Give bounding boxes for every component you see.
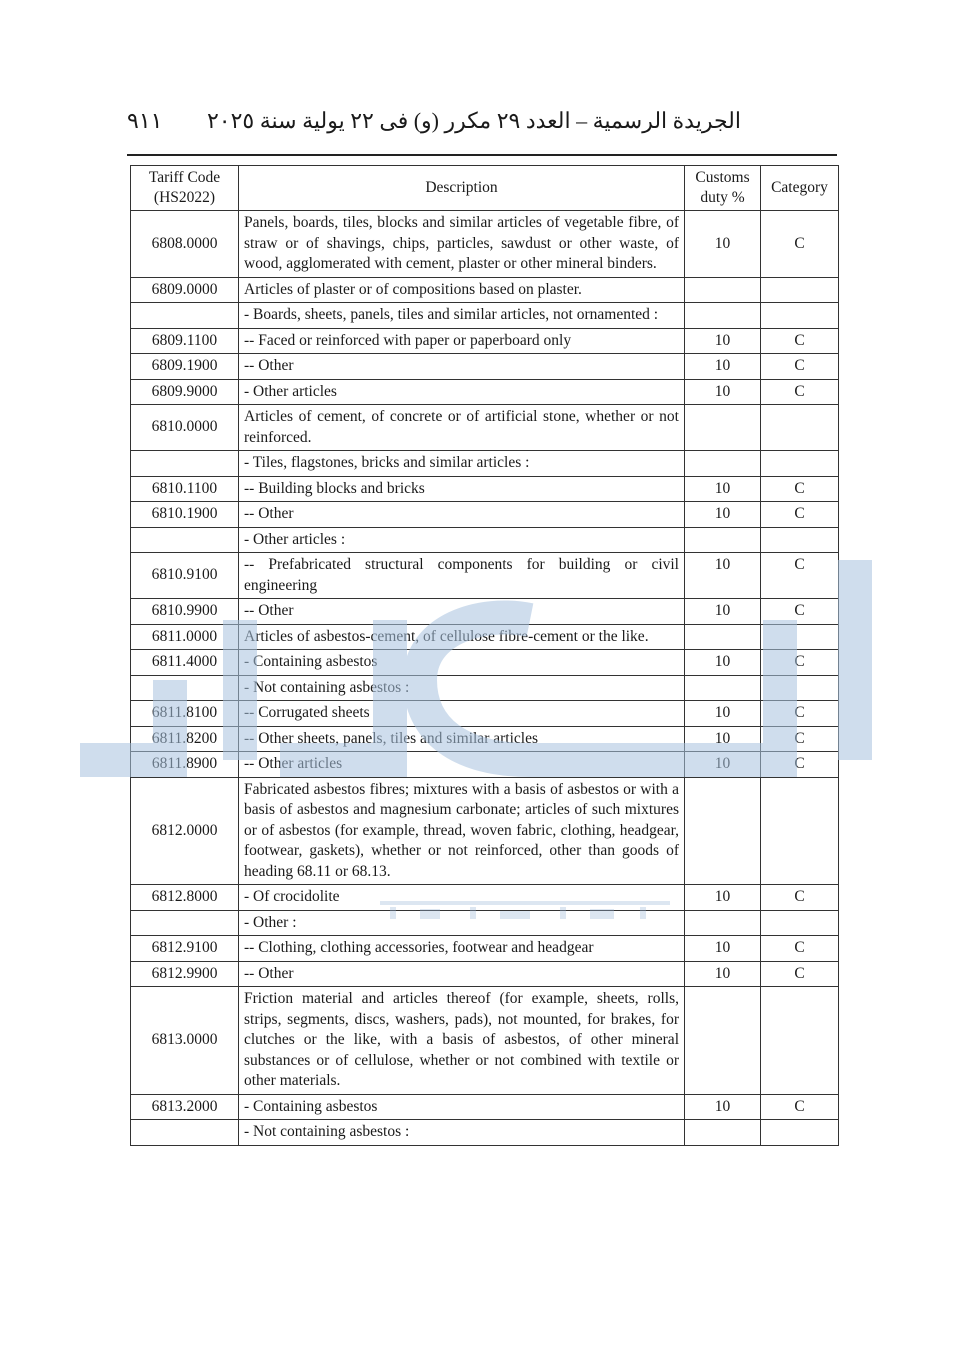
tariff-table-body	[131, 211, 839, 1146]
category-cell	[761, 675, 839, 701]
category-cell: C	[761, 650, 839, 676]
table-row	[131, 211, 839, 278]
category-cell: C	[761, 328, 839, 354]
table-row	[131, 624, 839, 650]
tariff-code-cell	[131, 527, 239, 553]
description-cell: -- Clothing, clothing accessories, footwear and headgear	[239, 936, 685, 962]
description-cell: -- Faced or reinforced with paper or paperboard only	[239, 328, 685, 354]
description-cell: - Other articles	[239, 379, 685, 405]
description-cell: -- Other articles	[239, 752, 685, 778]
table-header-row	[131, 166, 839, 211]
tariff-code-cell: 6812.9100	[131, 936, 239, 962]
category-cell: C	[761, 885, 839, 911]
tariff-code-cell: 6811.4000	[131, 650, 239, 676]
category-cell	[761, 451, 839, 477]
table-row	[131, 675, 839, 701]
customs-duty-cell: 10	[685, 599, 761, 625]
description-cell: Panels, boards, tiles, blocks and similar articles of vegetable fibre, of straw or of shavings, chips, particles, sawdust or other waste, of wood, agglomerated with cement, plaster or other mineral binders.	[239, 211, 685, 278]
description-cell: -- Building blocks and bricks	[239, 476, 685, 502]
description-cell: - Tiles, flagstones, bricks and similar articles :	[239, 451, 685, 477]
description-cell: Articles of cement, of concrete or of artificial stone, whether or not reinforced.	[239, 405, 685, 451]
customs-duty-cell	[685, 277, 761, 303]
tariff-code-cell: 6813.2000	[131, 1094, 239, 1120]
table-row	[131, 277, 839, 303]
tariff-code-cell: 6811.8900	[131, 752, 239, 778]
tariff-code-cell: 6809.1900	[131, 354, 239, 380]
tariff-code-cell	[131, 303, 239, 329]
tariff-code-cell: 6811.8100	[131, 701, 239, 727]
page-header	[127, 100, 837, 152]
category-cell: C	[761, 476, 839, 502]
customs-duty-cell	[685, 405, 761, 451]
customs-duty-cell	[685, 777, 761, 885]
customs-duty-cell: 10	[685, 1094, 761, 1120]
tariff-code-cell: 6812.8000	[131, 885, 239, 911]
table-row	[131, 502, 839, 528]
category-cell	[761, 405, 839, 451]
category-cell: C	[761, 354, 839, 380]
tariff-code-cell: 6810.0000	[131, 405, 239, 451]
tariff-code-cell	[131, 451, 239, 477]
category-cell: C	[761, 502, 839, 528]
gazette-title: الجريدة الرسمية – العدد ٢٩ مكرر (و) فى ٢٢ يولية سنة ٢٠٢٥	[206, 108, 741, 133]
category-cell	[761, 987, 839, 1095]
category-cell: C	[761, 961, 839, 987]
table-row	[131, 777, 839, 885]
description-cell: - Containing asbestos	[239, 1094, 685, 1120]
table-row	[131, 1094, 839, 1120]
customs-duty-cell: 10	[685, 961, 761, 987]
customs-duty-cell: 10	[685, 885, 761, 911]
category-cell: C	[761, 936, 839, 962]
customs-duty-cell: 10	[685, 726, 761, 752]
category-cell	[761, 277, 839, 303]
description-cell: - Other :	[239, 910, 685, 936]
description-cell: -- Corrugated sheets	[239, 701, 685, 727]
customs-duty-cell	[685, 527, 761, 553]
customs-duty-cell: 10	[685, 701, 761, 727]
table-row	[131, 726, 839, 752]
tariff-code-cell: 6810.9900	[131, 599, 239, 625]
description-cell: Friction material and articles thereof (for example, sheets, rolls, strips, segments, discs, washers, pads), not mounted, for brakes, for clutches or the like, with a basis of asbestos, of other mineral substances or of cellulose, whether or not combined with textile or other materials.	[239, 987, 685, 1095]
customs-duty-cell	[685, 303, 761, 329]
tariff-code-cell	[131, 675, 239, 701]
table-row	[131, 936, 839, 962]
description-cell: - Containing asbestos	[239, 650, 685, 676]
table-row	[131, 885, 839, 911]
customs-duty-cell: 10	[685, 328, 761, 354]
tariff-code-cell: 6813.0000	[131, 987, 239, 1095]
customs-duty-cell: 10	[685, 502, 761, 528]
customs-duty-cell	[685, 1120, 761, 1146]
customs-duty-cell: 10	[685, 752, 761, 778]
page-number: ٩١١	[127, 108, 163, 133]
description-cell: Fabricated asbestos fibres; mixtures with a basis of asbestos or with a basis of asbestos and magnesium carbonate; articles of such mixtures or of asbestos (for example, thread, woven fabric, clothing, headgear, footwear, gaskets), whether or not reinforced, other than goods of heading 68.11 or 68.13.	[239, 777, 685, 885]
tariff-code-cell: 6810.1900	[131, 502, 239, 528]
category-cell: C	[761, 701, 839, 727]
tariff-code-cell	[131, 910, 239, 936]
description-cell: - Not containing asbestos :	[239, 1120, 685, 1146]
table-row	[131, 303, 839, 329]
table-row	[131, 527, 839, 553]
description-cell: - Not containing asbestos :	[239, 675, 685, 701]
table-row	[131, 650, 839, 676]
table-row	[131, 328, 839, 354]
column-header-category: Category	[761, 166, 839, 211]
category-cell	[761, 624, 839, 650]
column-header-tariff-code: Tariff Code (HS2022)	[131, 166, 239, 211]
customs-duty-cell: 10	[685, 211, 761, 278]
customs-duty-cell: 10	[685, 650, 761, 676]
description-cell: -- Other	[239, 354, 685, 380]
tariff-code-cell: 6810.9100	[131, 553, 239, 599]
description-cell: -- Other	[239, 961, 685, 987]
category-cell	[761, 303, 839, 329]
customs-duty-cell	[685, 675, 761, 701]
description-cell: -- Other	[239, 502, 685, 528]
tariff-code-cell: 6809.1100	[131, 328, 239, 354]
table-row	[131, 451, 839, 477]
customs-duty-cell	[685, 451, 761, 477]
table-row	[131, 354, 839, 380]
category-cell	[761, 910, 839, 936]
category-cell: C	[761, 211, 839, 278]
tariff-code-cell: 6808.0000	[131, 211, 239, 278]
tariff-code-cell	[131, 1120, 239, 1146]
description-cell: -- Prefabricated structural components for building or civil engineering	[239, 553, 685, 599]
category-cell	[761, 527, 839, 553]
description-cell: -- Other	[239, 599, 685, 625]
table-row	[131, 1120, 839, 1146]
column-header-customs-duty: Customs duty %	[685, 166, 761, 211]
description-cell: Articles of plaster or of compositions based on plaster.	[239, 277, 685, 303]
tariff-code-cell: 6809.9000	[131, 379, 239, 405]
category-cell	[761, 1120, 839, 1146]
category-cell	[761, 777, 839, 885]
header-rule	[127, 154, 837, 156]
tariff-code-cell: 6812.0000	[131, 777, 239, 885]
table-row	[131, 476, 839, 502]
category-cell: C	[761, 1094, 839, 1120]
category-cell: C	[761, 553, 839, 599]
customs-duty-cell: 10	[685, 354, 761, 380]
category-cell: C	[761, 752, 839, 778]
description-cell: Articles of asbestos-cement, of cellulose fibre-cement or the like.	[239, 624, 685, 650]
table-row	[131, 752, 839, 778]
tariff-code-cell: 6810.1100	[131, 476, 239, 502]
tariff-code-cell: 6809.0000	[131, 277, 239, 303]
tariff-code-cell: 6811.0000	[131, 624, 239, 650]
table-row	[131, 379, 839, 405]
category-cell: C	[761, 599, 839, 625]
table-row	[131, 405, 839, 451]
description-cell: - Other articles :	[239, 527, 685, 553]
customs-duty-cell	[685, 910, 761, 936]
customs-duty-cell: 10	[685, 553, 761, 599]
table-row	[131, 961, 839, 987]
table-row	[131, 553, 839, 599]
table-row	[131, 599, 839, 625]
customs-duty-cell: 10	[685, 379, 761, 405]
description-cell: - Boards, sheets, panels, tiles and similar articles, not ornamented :	[239, 303, 685, 329]
table-row	[131, 701, 839, 727]
customs-duty-cell: 10	[685, 476, 761, 502]
table-row	[131, 910, 839, 936]
category-cell: C	[761, 379, 839, 405]
description-cell: - Of crocidolite	[239, 885, 685, 911]
tariff-code-cell: 6812.9900	[131, 961, 239, 987]
category-cell: C	[761, 726, 839, 752]
customs-duty-cell	[685, 987, 761, 1095]
tariff-table	[130, 165, 839, 1146]
table-row	[131, 987, 839, 1095]
customs-duty-cell	[685, 624, 761, 650]
tariff-code-cell: 6811.8200	[131, 726, 239, 752]
description-cell: -- Other sheets, panels, tiles and similar articles	[239, 726, 685, 752]
column-header-description: Description	[239, 166, 685, 211]
customs-duty-cell: 10	[685, 936, 761, 962]
